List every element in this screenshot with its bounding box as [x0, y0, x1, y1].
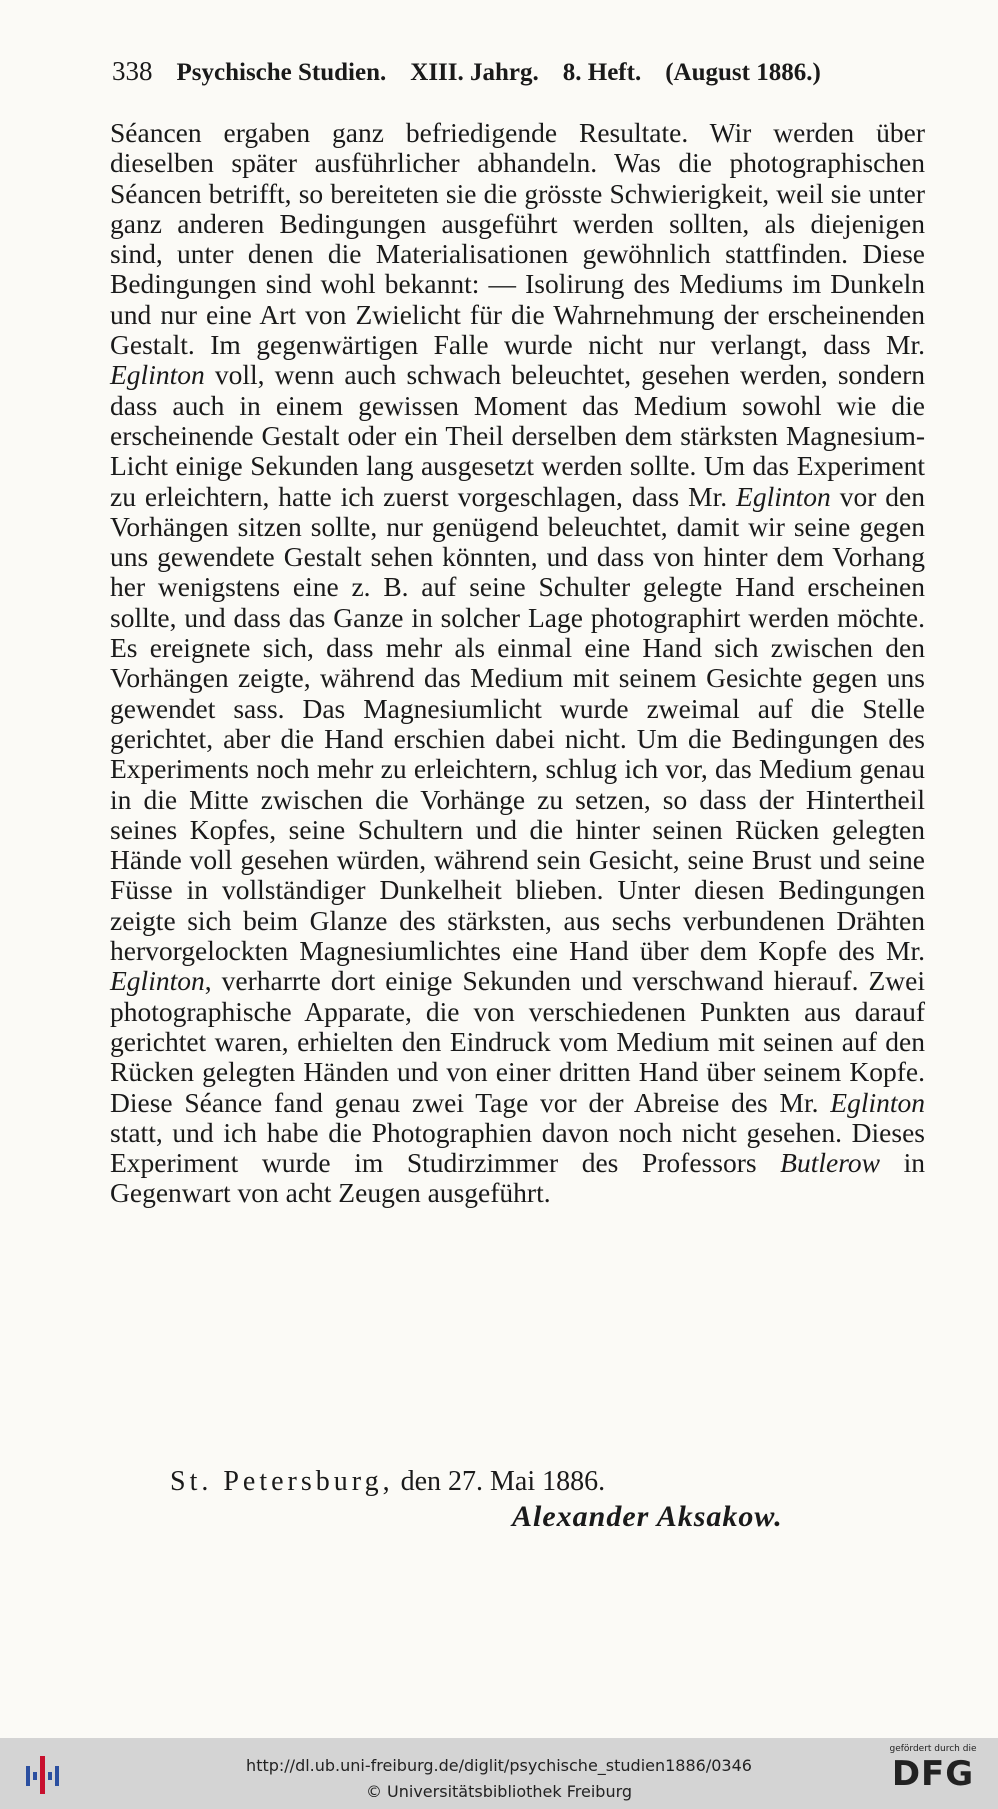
footer-bar: [0, 1738, 998, 1809]
person-name: Eglinton: [736, 480, 831, 512]
dfg-logo: [878, 1744, 988, 1804]
person-name: Eglinton: [110, 965, 205, 997]
dfg-logo-text: DFG: [891, 1754, 975, 1794]
journal-issue: 8. Heft.: [562, 59, 642, 86]
text-run: voll, wenn auch schwach beleuchtet, gesehen werden, sondern dass auch in einem gewissen Moment das Medium sowohl wie die erscheinende Gestalt oder ein Theil derselben dem stärksten Magnesium-Licht einige Sekunden lang ausgesetzt werden sollte. Um das Experiment zu erleichtern, hatte ich zuerst vorgeschlagen, dass Mr.: [110, 359, 925, 512]
running-header: [112, 56, 872, 87]
text-run: Séancen ergaben ganz befriedigende Resultate. Wir werden über dieselben später ausführlicher abhandeln. Was die photographischen Séancen betrifft, so bereiteten sie die grösste Schwierigkeit, weil sie unter ganz anderen Bedingungen ausgeführt werden sollten, als diejenigen sind, unter denen die Materialisationen gewöhnlich stattfinden. Diese Bedingungen sind wohl bekannt: — Isolirung des Mediums im Dunkeln und nur eine Art von Zwielicht für die Wahrnehmung der erscheinenden Gestalt. Im gegenwärtigen Falle wurde nicht nur verlangt, dass Mr.: [110, 117, 925, 361]
place: St. Petersburg,: [170, 1466, 394, 1497]
article-body: [110, 118, 925, 1209]
letter-date: den 27. Mai 1886.: [400, 1466, 606, 1497]
place-date-line: [170, 1466, 605, 1498]
journal-date: (August 1886.): [665, 59, 821, 86]
person-name: Eglinton: [830, 1086, 925, 1118]
body-paragraph: [110, 118, 925, 1209]
text-run: statt, und ich habe die Photographien davon noch nicht gesehen. Dieses Experiment wurde im Studirzimmer des Professors: [110, 1116, 925, 1179]
text-run: in Gegenwart von acht Zeugen ausgeführt.: [110, 1147, 925, 1209]
permalink-url[interactable]: http://dl.ub.uni-freiburg.de/diglit/psychische_studien1886/0346: [246, 1756, 752, 1775]
journal-volume: XIII. Jahrg.: [410, 59, 539, 86]
dfg-funding-note: gefördert durch die: [889, 1744, 977, 1754]
journal-title: Psychische Studien.: [176, 59, 387, 86]
text-run: vor den Vorhängen sitzen sollte, nur genügend beleuchtet, damit wir seine gegen uns gewendete Gestalt sehen könnten, und dass von hinter dem Vorhang her wenigstens eine z. B. auf seine Schulter gelegte Hand erscheinen sollte, und dass das Ganze in solcher Lage photographirt werden möchte. Es ereignete sich, dass mehr als einmal eine Hand sich zwischen den Vorhängen zeigte, während das Medium mit seinem Gesichte gegen uns gewendet sass. Das Magnesiumlicht wurde zweimal auf die Stelle gerichtet, aber die Hand erschien dabei nicht. Um die Bedingungen des Experiments noch mehr zu erleichtern, schlug ich vor, das Medium genau in die Mitte zwischen die Vorhänge zu setzen, so dass der Hintertheil seines Kopfes, seine Schultern und die hinter seinen Rücken gelegten Hände voll gesehen würden, während sein Gesicht, seine Brust und seine Füsse in vollständiger Dunkelheit blieben. Unter diesen Bedingungen zeigte sich beim Glanze des stärksten, aus sechs verbundenen Drähten hervorgelockten Magnesiumlichtes eine Hand über dem Kopfe des Mr.: [110, 480, 925, 967]
text-run: , verharrte dort einige Sekunden und verschwand hierauf. Zwei photographische Apparate, die von verschiedenen Punkten aus darauf gerichtet waren, erhielten den Eindruck vom Medium mit seinen auf den Rücken gelegten Händen und von einer dritten Hand über seinem Kopfe. Diese Séance fand genau zwei Tage vor der Abreise des Mr.: [110, 965, 925, 1118]
person-name: Eglinton: [110, 359, 205, 391]
author-signature: Alexander Aksakow.: [512, 1500, 783, 1533]
person-name: Butlerow: [780, 1147, 880, 1179]
page-number: 338: [112, 56, 153, 86]
copyright-notice: © Universitätsbibliothek Freiburg: [365, 1782, 633, 1801]
